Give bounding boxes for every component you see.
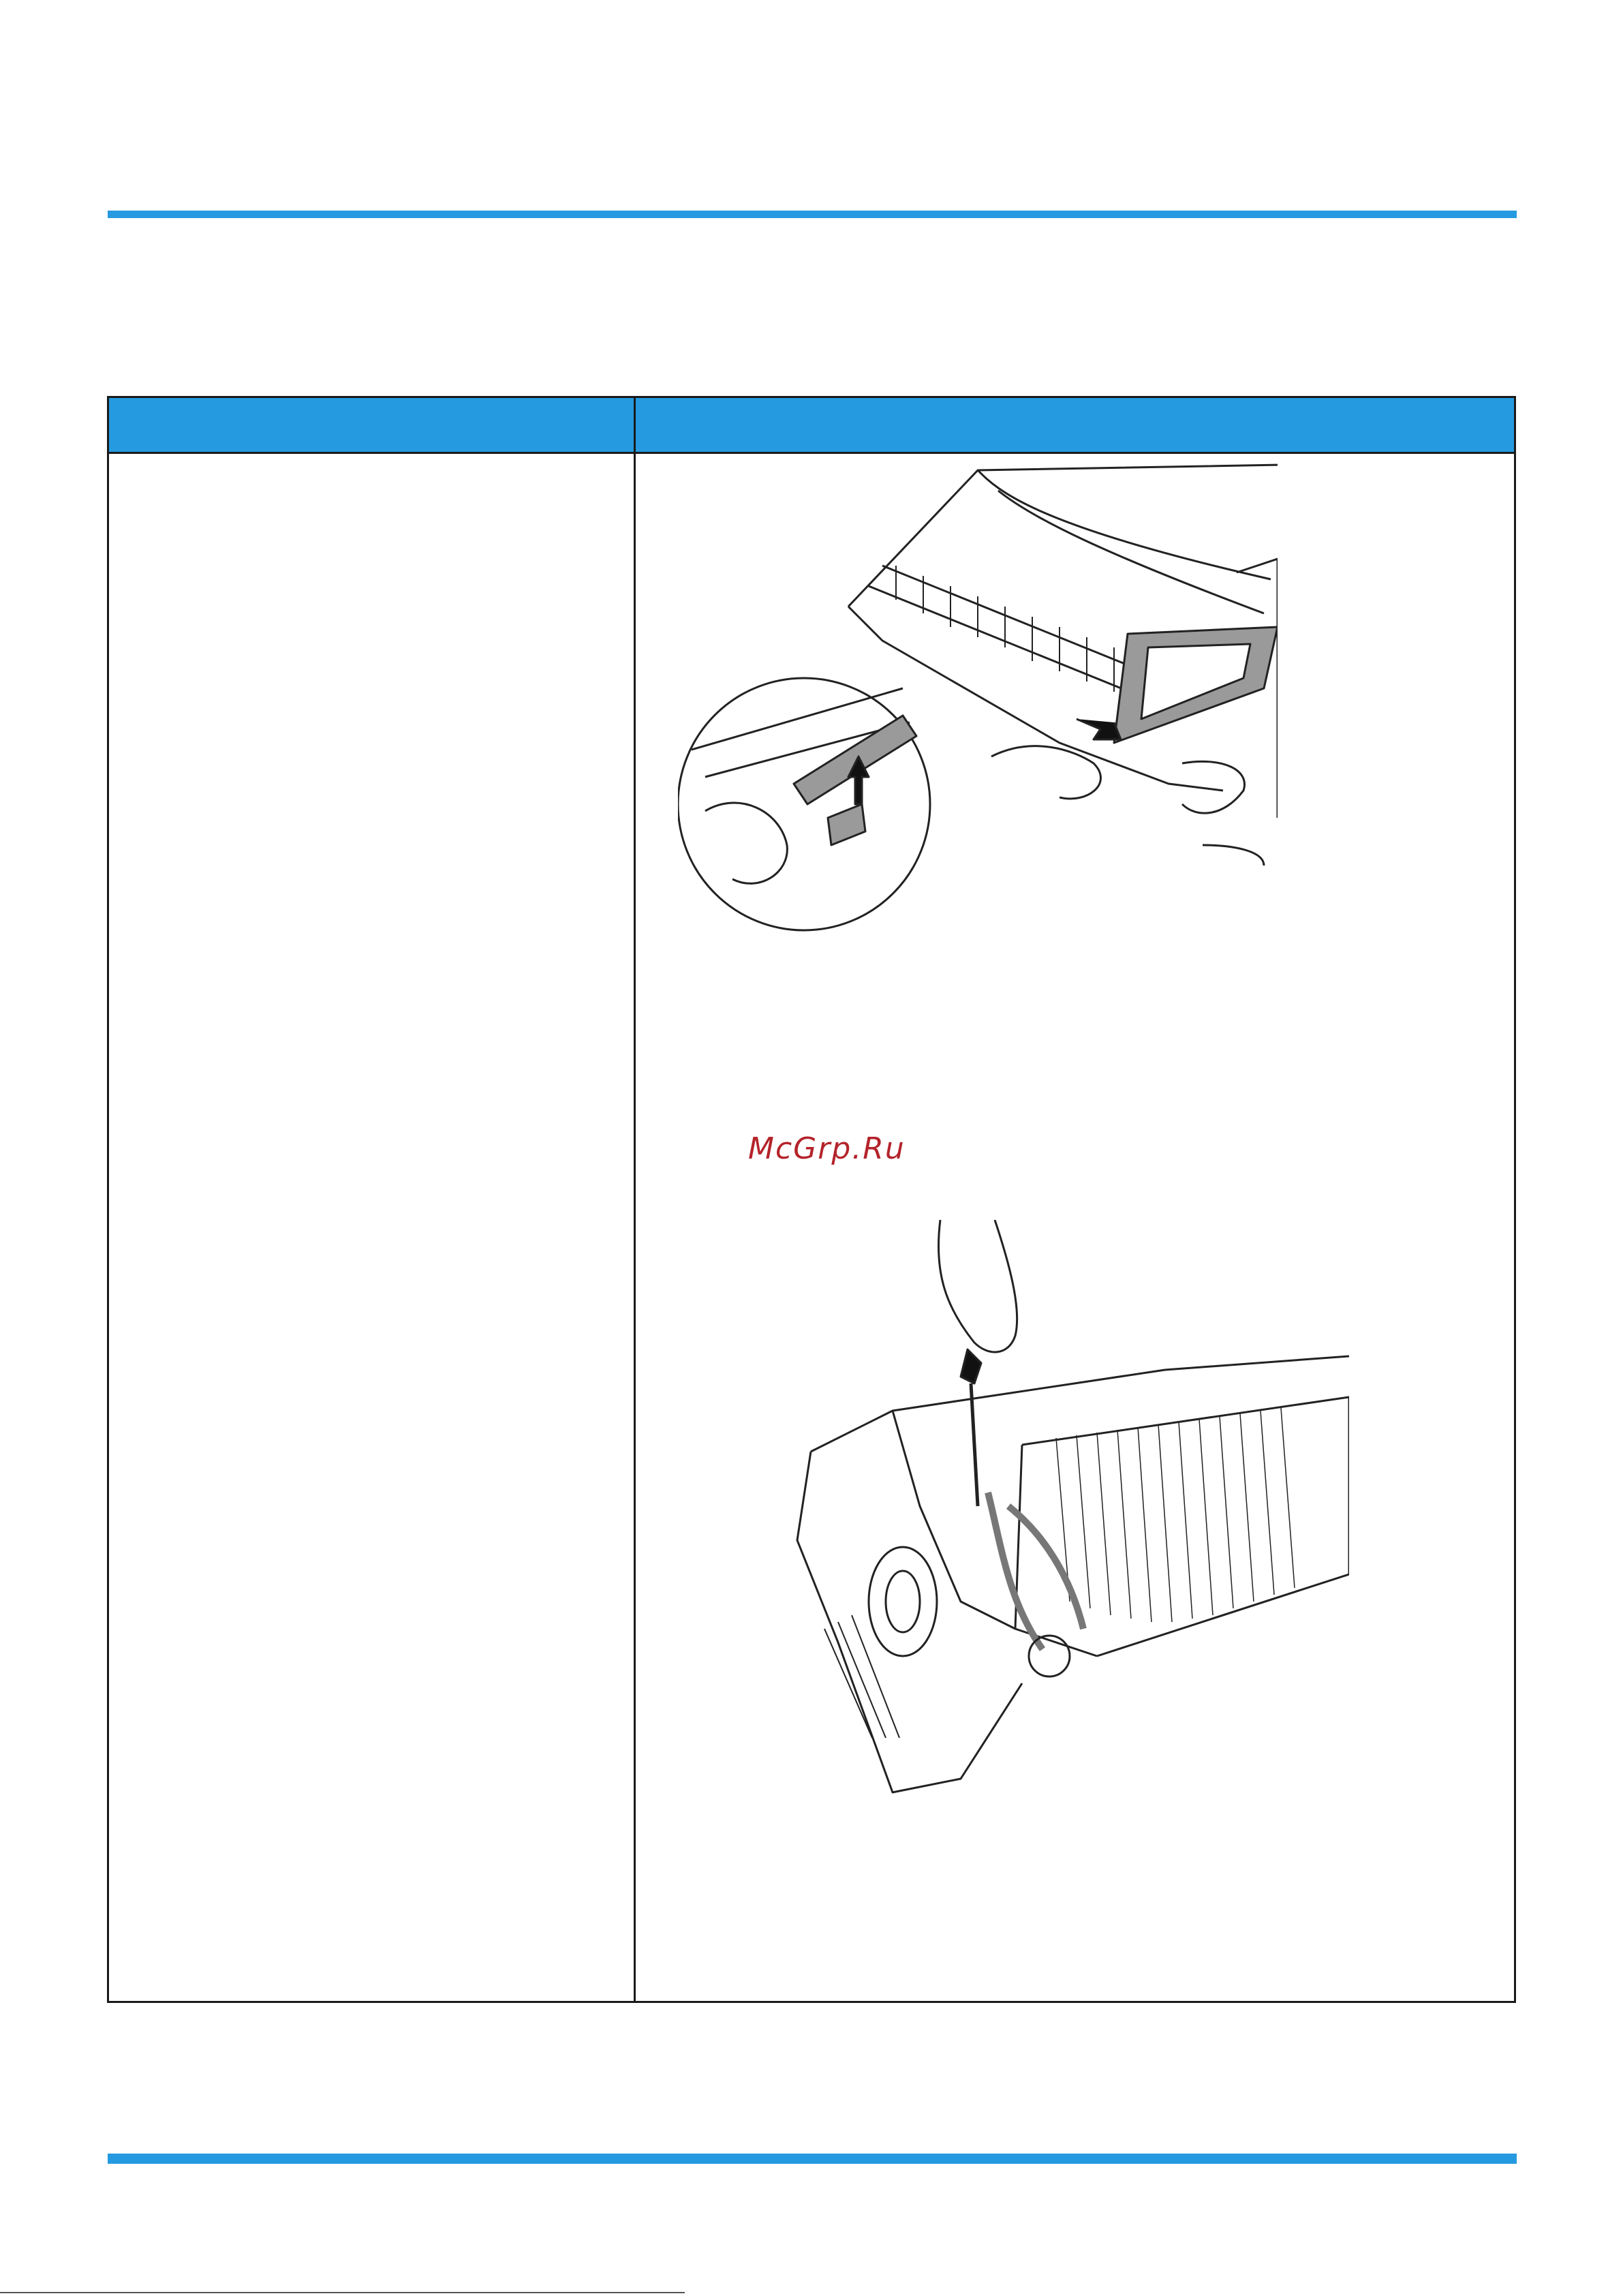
air-filter-removal-illustration <box>678 463 1278 988</box>
watermark: McGrp.Ru <box>748 1131 906 1166</box>
header-illustration <box>636 398 1514 452</box>
screwdriver-illustration <box>784 1220 1349 1833</box>
table-header <box>109 398 1514 454</box>
header-step <box>109 398 634 452</box>
footer-rule <box>0 2292 685 2293</box>
top-rule <box>108 211 1517 218</box>
step-description-cell <box>109 454 634 2001</box>
bottom-rule <box>108 2154 1517 2164</box>
